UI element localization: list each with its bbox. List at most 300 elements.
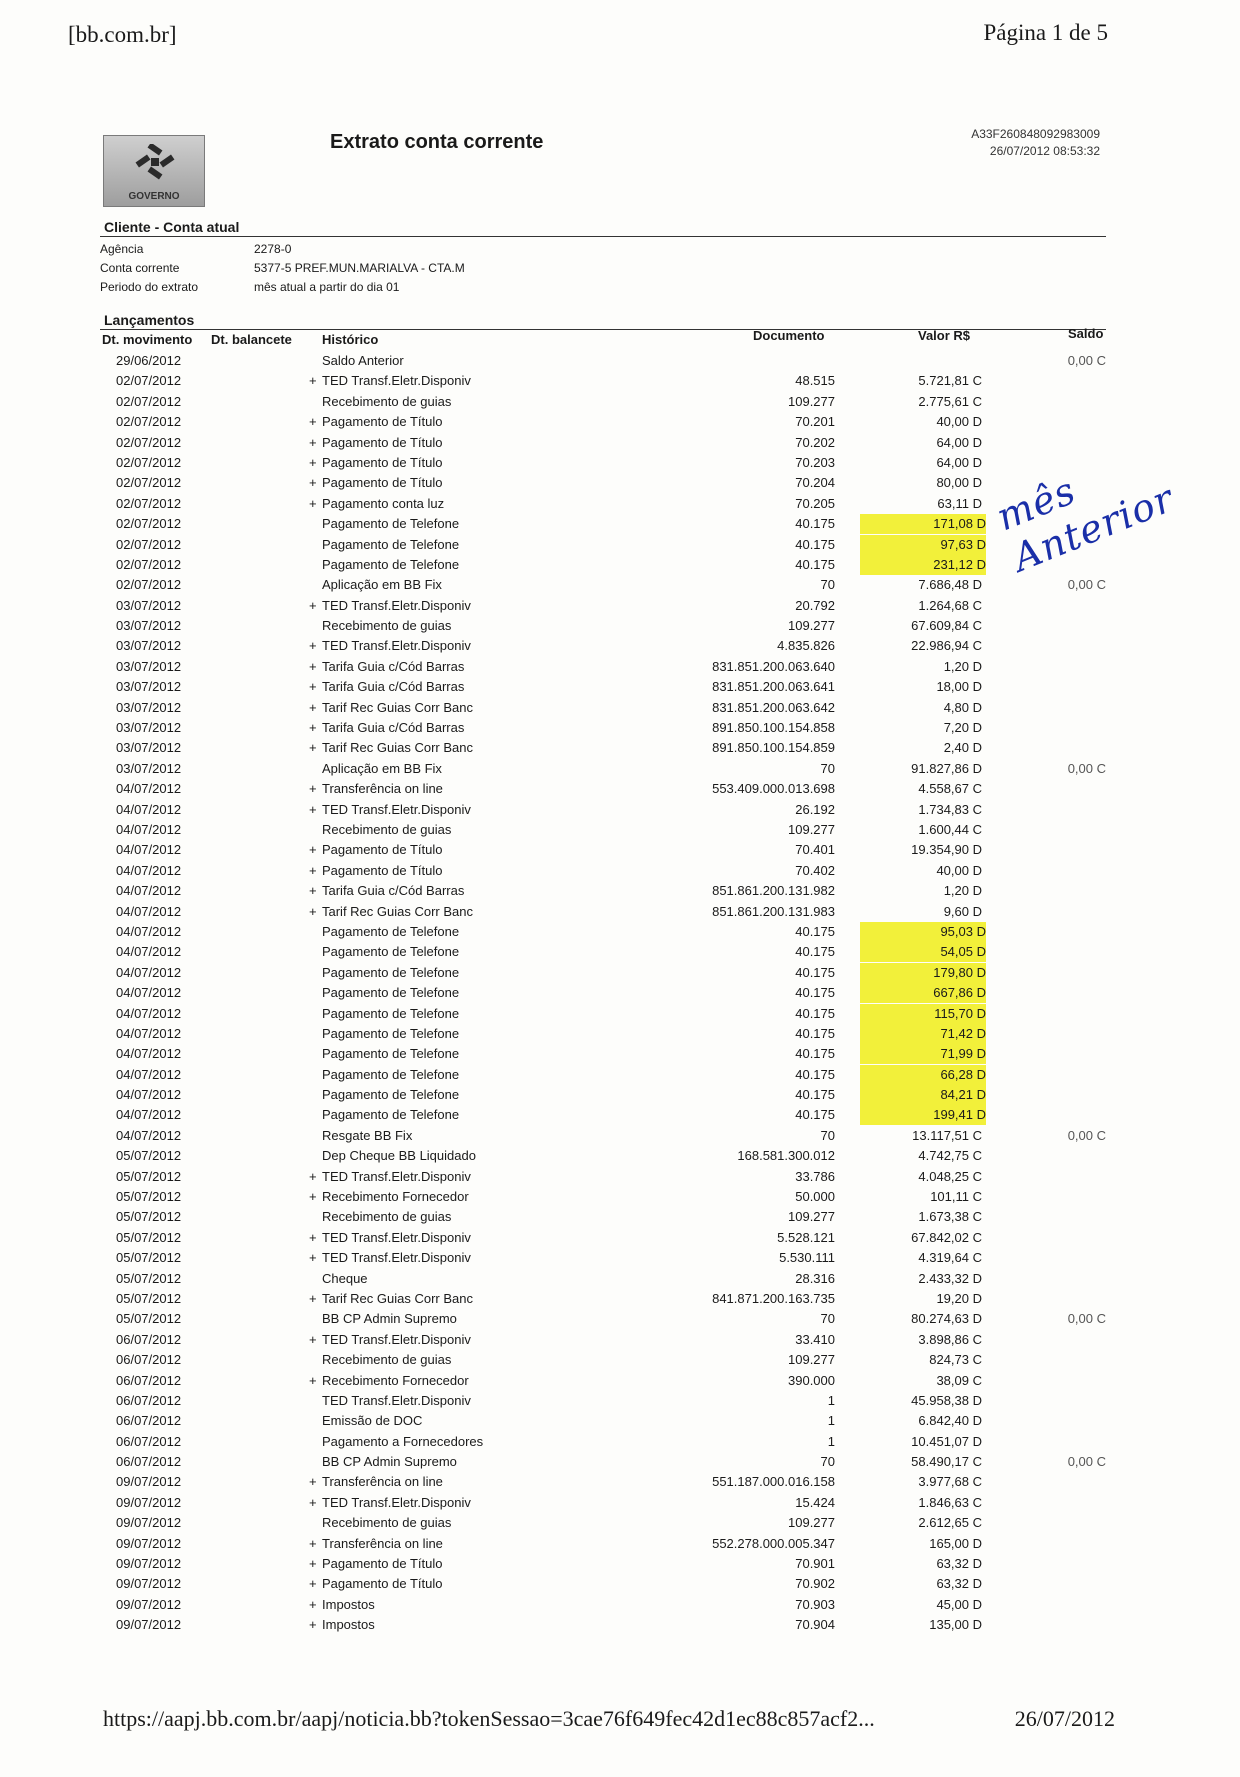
row-value: 38,09 C (936, 1372, 982, 1388)
footer-url: https://aapj.bb.com.br/aapj/noticia.bb?tokenSessao=3cae76f649fec42d1ec88c857acf2... (103, 1706, 875, 1731)
handwritten-note: mês Anterior (990, 468, 1181, 581)
row-date: 04/07/2012 (116, 801, 182, 817)
table-row (0, 1207, 1240, 1227)
row-document: 70.903 (795, 1596, 835, 1612)
row-value: 64,00 D (936, 454, 982, 470)
row-history: Tarifa Guia c/Cód Barras (322, 883, 465, 899)
row-marker: + (309, 801, 317, 817)
agencia-label: Agência (100, 242, 144, 256)
row-balance: 0,00 C (1067, 760, 1106, 776)
row-marker: + (309, 1250, 317, 1266)
table-row (0, 1391, 1240, 1411)
row-marker: + (309, 638, 317, 654)
row-document: 40.175 (795, 556, 835, 572)
row-value: 19.354,90 D (911, 842, 982, 858)
row-date: 06/07/2012 (116, 1331, 182, 1347)
row-date: 05/07/2012 (116, 1290, 182, 1306)
bank-logo-icon (131, 144, 179, 182)
table-row (0, 820, 1240, 840)
table-row (0, 1309, 1240, 1329)
table-row (0, 942, 1240, 962)
row-marker: + (309, 862, 317, 878)
row-document: 841.871.200.163.735 (712, 1290, 835, 1306)
table-row (0, 779, 1240, 799)
row-history: Aplicação em BB Fix (322, 577, 442, 593)
row-date: 05/07/2012 (116, 1311, 182, 1327)
row-date: 05/07/2012 (116, 1148, 182, 1164)
row-marker: + (309, 1535, 317, 1551)
table-row (0, 1330, 1240, 1350)
row-value: 1.673,38 C (918, 1209, 982, 1225)
row-value: 97,63 D (860, 535, 986, 555)
row-value: 4.319,64 C (918, 1250, 982, 1266)
row-document: 70.401 (795, 842, 835, 858)
row-history: Tarif Rec Guias Corr Banc (322, 699, 473, 715)
row-history: Recebimento de guias (322, 1209, 452, 1225)
row-history: Pagamento de Título (322, 1556, 443, 1572)
table-row (0, 1534, 1240, 1554)
row-marker: + (309, 1290, 317, 1306)
row-history: Pagamento de Telefone (322, 964, 460, 980)
table-row (0, 1371, 1240, 1391)
row-marker: + (309, 434, 317, 450)
table-row (0, 1513, 1240, 1533)
row-document: 15.424 (795, 1494, 835, 1510)
row-document: 1 (827, 1433, 835, 1449)
row-date: 06/07/2012 (116, 1392, 182, 1408)
table-row (0, 1554, 1240, 1574)
row-history: Aplicação em BB Fix (322, 760, 442, 776)
statement-title: Extrato conta corrente (330, 131, 544, 153)
row-date: 02/07/2012 (116, 516, 182, 532)
conta-value: 5377-5 PREF.MUN.MARIALVA - CTA.M (254, 261, 465, 275)
row-document: 40.175 (795, 1107, 835, 1123)
lancamentos-section-title: Lançamentos (104, 312, 195, 328)
row-history: Pagamento de Telefone (322, 556, 460, 572)
row-date: 03/07/2012 (116, 679, 182, 695)
row-date: 04/07/2012 (116, 923, 182, 939)
row-document: 40.175 (795, 1046, 835, 1062)
row-value: 9,60 D (943, 903, 982, 919)
row-history: Tarif Rec Guias Corr Banc (322, 1290, 473, 1306)
row-history: Recebimento Fornecedor (322, 1372, 469, 1388)
table-row (0, 1085, 1240, 1105)
row-value: 824,73 C (929, 1352, 982, 1368)
row-balance: 0,00 C (1067, 1127, 1106, 1143)
table-row (0, 1228, 1240, 1248)
row-history: Recebimento de guias (322, 393, 452, 409)
table-row (0, 1350, 1240, 1370)
row-date: 05/07/2012 (116, 1189, 182, 1205)
table-row (0, 636, 1240, 656)
row-date: 04/07/2012 (116, 1046, 182, 1062)
row-marker: + (309, 883, 317, 899)
row-history: Transferência on line (322, 1474, 443, 1490)
row-document: 109.277 (788, 1515, 835, 1531)
page-counter: Página 1 de 5 (983, 20, 1108, 45)
row-date: 03/07/2012 (116, 658, 182, 674)
row-document: 70 (820, 760, 835, 776)
row-value: 45,00 D (936, 1596, 982, 1612)
row-history: Resgate BB Fix (322, 1127, 413, 1143)
row-history: Saldo Anterior (322, 353, 404, 368)
row-document: 5.530.111 (779, 1250, 835, 1266)
bank-logo (103, 135, 205, 207)
row-history: TED Transf.Eletr.Disponiv (322, 801, 471, 817)
row-document: 70 (820, 1127, 835, 1143)
row-date: 09/07/2012 (116, 1617, 182, 1633)
client-section-title: Cliente - Conta atual (104, 219, 240, 235)
table-row (0, 1105, 1240, 1125)
row-document: 109.277 (788, 821, 835, 837)
row-document: 70 (820, 577, 835, 593)
table-row (0, 371, 1240, 391)
row-date: 04/07/2012 (116, 821, 182, 837)
row-marker: + (309, 373, 317, 389)
row-value: 4.558,67 C (918, 781, 982, 797)
row-history: Pagamento conta luz (322, 495, 445, 511)
table-row (0, 1004, 1240, 1024)
row-history: Pagamento de Título (322, 414, 443, 430)
row-date: 04/07/2012 (116, 903, 182, 919)
row-marker: + (309, 597, 317, 613)
row-date: 02/07/2012 (116, 393, 182, 409)
header-dt-balancete: Dt. balancete (211, 332, 292, 347)
row-history: BB CP Admin Supremo (322, 1454, 457, 1470)
row-history: Pagamento de Telefone (322, 1066, 460, 1082)
row-value: 135,00 D (929, 1617, 982, 1633)
row-date: 02/07/2012 (116, 577, 182, 593)
table-row (0, 1146, 1240, 1166)
row-history: Cheque (322, 1270, 368, 1286)
row-marker: + (309, 1229, 317, 1245)
row-history: Dep Cheque BB Liquidado (322, 1148, 476, 1164)
row-document: 33.410 (795, 1331, 835, 1347)
row-date: 29/06/2012 (116, 353, 182, 368)
row-document: 40.175 (795, 1025, 835, 1041)
row-value: 1.734,83 C (918, 801, 982, 817)
table-row (0, 433, 1240, 453)
row-value: 67.609,84 C (911, 618, 982, 634)
row-document: 109.277 (788, 1352, 835, 1368)
row-date: 03/07/2012 (116, 720, 182, 736)
row-value: 2.433,32 D (918, 1270, 982, 1286)
row-document: 109.277 (788, 393, 835, 409)
row-date: 05/07/2012 (116, 1229, 182, 1245)
row-history: BB CP Admin Supremo (322, 1311, 457, 1327)
row-marker: + (309, 495, 317, 511)
row-marker: + (309, 842, 317, 858)
row-document: 552.278.000.005.347 (712, 1535, 835, 1551)
row-value: 6.842,40 D (918, 1413, 982, 1429)
row-document: 109.277 (788, 618, 835, 634)
row-document: 70.904 (795, 1617, 835, 1633)
row-value: 80.274,63 D (911, 1311, 982, 1327)
row-document: 40.175 (795, 536, 835, 552)
row-value: 199,41 D (860, 1105, 986, 1125)
row-date: 05/07/2012 (116, 1168, 182, 1184)
table-row (0, 1595, 1240, 1615)
table-row (0, 1615, 1240, 1635)
row-document: 40.175 (795, 985, 835, 1001)
table-row (0, 902, 1240, 922)
row-date: 04/07/2012 (116, 781, 182, 797)
row-value: 64,00 D (936, 434, 982, 450)
row-document: 50.000 (795, 1189, 835, 1205)
row-document: 70.901 (795, 1556, 835, 1572)
row-marker: + (309, 903, 317, 919)
row-value: 91.827,86 D (911, 760, 982, 776)
row-date: 06/07/2012 (116, 1413, 182, 1429)
row-date: 03/07/2012 (116, 618, 182, 634)
table-row (0, 1065, 1240, 1085)
row-history: Recebimento Fornecedor (322, 1189, 469, 1205)
conta-label: Conta corrente (100, 261, 180, 275)
row-value: 54,05 D (860, 942, 986, 962)
row-value: 40,00 D (936, 414, 982, 430)
row-marker: + (309, 1556, 317, 1572)
row-date: 02/07/2012 (116, 495, 182, 511)
divider (100, 236, 1106, 237)
table-row (0, 1269, 1240, 1289)
row-document: 4.835.826 (777, 638, 835, 654)
row-date: 04/07/2012 (116, 1066, 182, 1082)
row-marker: + (309, 658, 317, 674)
table-row (0, 392, 1240, 412)
row-value: 115,70 D (860, 1004, 986, 1024)
row-history: Pagamento a Fornecedores (322, 1433, 484, 1449)
row-marker: + (309, 414, 317, 430)
table-row (0, 922, 1240, 942)
agencia-value: 2278-0 (254, 242, 292, 256)
row-date: 04/07/2012 (116, 883, 182, 899)
row-value: 13.117,51 C (912, 1127, 982, 1143)
row-balance: 0,00 C (1067, 1311, 1106, 1327)
row-balance: 0,00 C (1067, 353, 1106, 368)
row-value: 71,42 D (860, 1024, 986, 1044)
row-value: 18,00 D (936, 679, 982, 695)
row-date: 06/07/2012 (116, 1372, 182, 1388)
row-history: Pagamento de Título (322, 434, 443, 450)
row-history: Pagamento de Título (322, 842, 443, 858)
row-history: Impostos (322, 1596, 375, 1612)
row-history: TED Transf.Eletr.Disponiv (322, 373, 471, 389)
row-document: 40.175 (795, 923, 835, 939)
row-marker: + (309, 1576, 317, 1592)
row-value: 231,12 D (860, 555, 986, 575)
conta-row (100, 261, 465, 275)
row-date: 09/07/2012 (116, 1596, 182, 1612)
row-marker: + (309, 720, 317, 736)
row-marker: + (309, 475, 317, 491)
row-date: 04/07/2012 (116, 862, 182, 878)
row-marker: + (309, 1494, 317, 1510)
row-history: TED Transf.Eletr.Disponiv (322, 1494, 471, 1510)
table-row (0, 1493, 1240, 1513)
row-value: 80,00 D (936, 475, 982, 491)
periodo-value: mês atual a partir do dia 01 (254, 280, 400, 294)
row-value: 19,20 D (936, 1290, 982, 1306)
row-value: 1.600,44 C (918, 821, 982, 837)
row-marker: + (309, 1617, 317, 1633)
row-document: 70.205 (795, 495, 835, 511)
row-value: 165,00 D (929, 1535, 982, 1551)
row-history: Pagamento de Título (322, 475, 443, 491)
table-row (0, 1411, 1240, 1431)
table-row (0, 1289, 1240, 1309)
row-marker: + (309, 1331, 317, 1347)
row-value: 63,32 D (936, 1556, 982, 1572)
row-value: 1.846,63 C (918, 1494, 982, 1510)
row-history: Pagamento de Telefone (322, 923, 460, 939)
row-marker: + (309, 1596, 317, 1612)
row-document: 26.192 (795, 801, 835, 817)
row-document: 48.515 (795, 373, 835, 389)
row-document: 40.175 (795, 1087, 835, 1103)
table-row (0, 1167, 1240, 1187)
header-valor: Valor R$ (918, 328, 971, 343)
row-date: 05/07/2012 (116, 1209, 182, 1225)
table-row (0, 698, 1240, 718)
row-document: 33.786 (795, 1168, 835, 1184)
row-date: 04/07/2012 (116, 944, 182, 960)
row-document: 20.792 (795, 597, 835, 613)
row-value: 2.775,61 C (918, 393, 982, 409)
row-history: Pagamento de Título (322, 454, 443, 470)
row-document: 70 (820, 1311, 835, 1327)
row-value: 101,11 C (930, 1189, 982, 1205)
site-label: [bb.com.br] (68, 22, 177, 47)
row-value: 22.986,94 C (911, 638, 982, 654)
header-saldo: Saldo (1068, 326, 1104, 341)
row-document: 40.175 (795, 516, 835, 532)
row-date: 02/07/2012 (116, 454, 182, 470)
row-marker: + (309, 699, 317, 715)
row-history: TED Transf.Eletr.Disponiv (322, 1331, 471, 1347)
row-value: 4,80 D (943, 699, 982, 715)
row-document: 70.204 (795, 475, 835, 491)
row-document: 831.851.200.063.641 (712, 679, 835, 695)
row-document: 891.850.100.154.858 (712, 720, 835, 736)
row-date: 03/07/2012 (116, 699, 182, 715)
row-document: 5.528.121 (777, 1229, 835, 1245)
row-date: 02/07/2012 (116, 475, 182, 491)
row-value: 3.977,68 C (918, 1474, 982, 1490)
row-value: 58.490,17 C (911, 1454, 982, 1470)
row-value: 10.451,07 D (911, 1433, 982, 1449)
table-row (0, 983, 1240, 1003)
row-value: 66,28 D (860, 1065, 986, 1085)
table-row (0, 718, 1240, 738)
row-value: 4.048,25 C (918, 1168, 982, 1184)
row-history: Tarif Rec Guias Corr Banc (322, 903, 473, 919)
header-historico: Histórico (322, 332, 379, 347)
row-document: 70.201 (795, 414, 835, 430)
row-value: 67.842,02 C (911, 1229, 982, 1245)
row-value: 7.686,48 D (918, 577, 982, 593)
table-row (0, 759, 1240, 779)
row-value: 179,80 D (860, 963, 986, 983)
row-document: 553.409.000.013.698 (712, 781, 835, 797)
table-row (0, 453, 1240, 473)
row-date: 03/07/2012 (116, 740, 182, 756)
row-document: 40.175 (795, 964, 835, 980)
row-history: TED Transf.Eletr.Disponiv (322, 1229, 471, 1245)
row-document: 28.316 (795, 1270, 835, 1286)
document-code: A33F260848092983009 (971, 127, 1100, 141)
row-document: 831.851.200.063.642 (712, 699, 835, 715)
row-date: 09/07/2012 (116, 1556, 182, 1572)
row-history: Pagamento de Telefone (322, 985, 460, 1001)
row-document: 70.402 (795, 862, 835, 878)
row-document: 70.203 (795, 454, 835, 470)
row-document: 1 (827, 1413, 835, 1429)
row-history: Pagamento de Telefone (322, 1025, 460, 1041)
row-date: 06/07/2012 (116, 1433, 182, 1449)
row-document: 831.851.200.063.640 (712, 658, 835, 674)
row-value: 63,32 D (936, 1576, 982, 1592)
table-row (0, 963, 1240, 983)
row-date: 04/07/2012 (116, 1087, 182, 1103)
row-history: Impostos (322, 1617, 375, 1633)
table-row (0, 1574, 1240, 1594)
row-history: Tarifa Guia c/Cód Barras (322, 720, 465, 736)
row-document: 390.000 (788, 1372, 835, 1388)
row-history: Tarif Rec Guias Corr Banc (322, 740, 473, 756)
table-row (0, 840, 1240, 860)
table-row (0, 657, 1240, 677)
row-balance: 0,00 C (1067, 577, 1106, 593)
row-document: 1 (827, 1392, 835, 1408)
agencia-row (100, 242, 291, 256)
row-marker: + (309, 1168, 317, 1184)
row-date: 03/07/2012 (116, 638, 182, 654)
row-history: Tarifa Guia c/Cód Barras (322, 658, 465, 674)
row-value: 84,21 D (860, 1085, 986, 1105)
row-history: Recebimento de guias (322, 821, 452, 837)
row-date: 09/07/2012 (116, 1474, 182, 1490)
row-date: 02/07/2012 (116, 556, 182, 572)
row-value: 71,99 D (860, 1044, 986, 1064)
row-date: 06/07/2012 (116, 1454, 182, 1470)
row-date: 02/07/2012 (116, 434, 182, 450)
row-history: Pagamento de Telefone (322, 1046, 460, 1062)
row-value: 1,20 D (943, 883, 982, 899)
document-datetime: 26/07/2012 08:53:32 (989, 144, 1100, 158)
row-document: 40.175 (795, 944, 835, 960)
row-document: 551.187.000.016.158 (712, 1474, 835, 1490)
row-value: 5.721,81 C (918, 373, 982, 389)
row-history: Pagamento de Telefone (322, 944, 460, 960)
row-document: 40.175 (795, 1066, 835, 1082)
row-history: TED Transf.Eletr.Disponiv (322, 1250, 471, 1266)
row-date: 06/07/2012 (116, 1352, 182, 1368)
table-row (0, 1452, 1240, 1472)
row-history: Pagamento de Telefone (322, 536, 460, 552)
footer-date: 26/07/2012 (1014, 1706, 1115, 1731)
row-history: TED Transf.Eletr.Disponiv (322, 638, 471, 654)
row-date: 09/07/2012 (116, 1535, 182, 1551)
row-history: Recebimento de guias (322, 1515, 452, 1531)
periodo-label: Periodo do extrato (100, 280, 199, 294)
row-value: 2,40 D (943, 740, 982, 756)
row-date: 04/07/2012 (116, 842, 182, 858)
row-history: Pagamento de Título (322, 862, 443, 878)
row-history: Pagamento de Telefone (322, 1005, 460, 1021)
row-document: 851.861.200.131.983 (712, 903, 835, 919)
table-row (0, 861, 1240, 881)
row-date: 04/07/2012 (116, 1127, 182, 1143)
